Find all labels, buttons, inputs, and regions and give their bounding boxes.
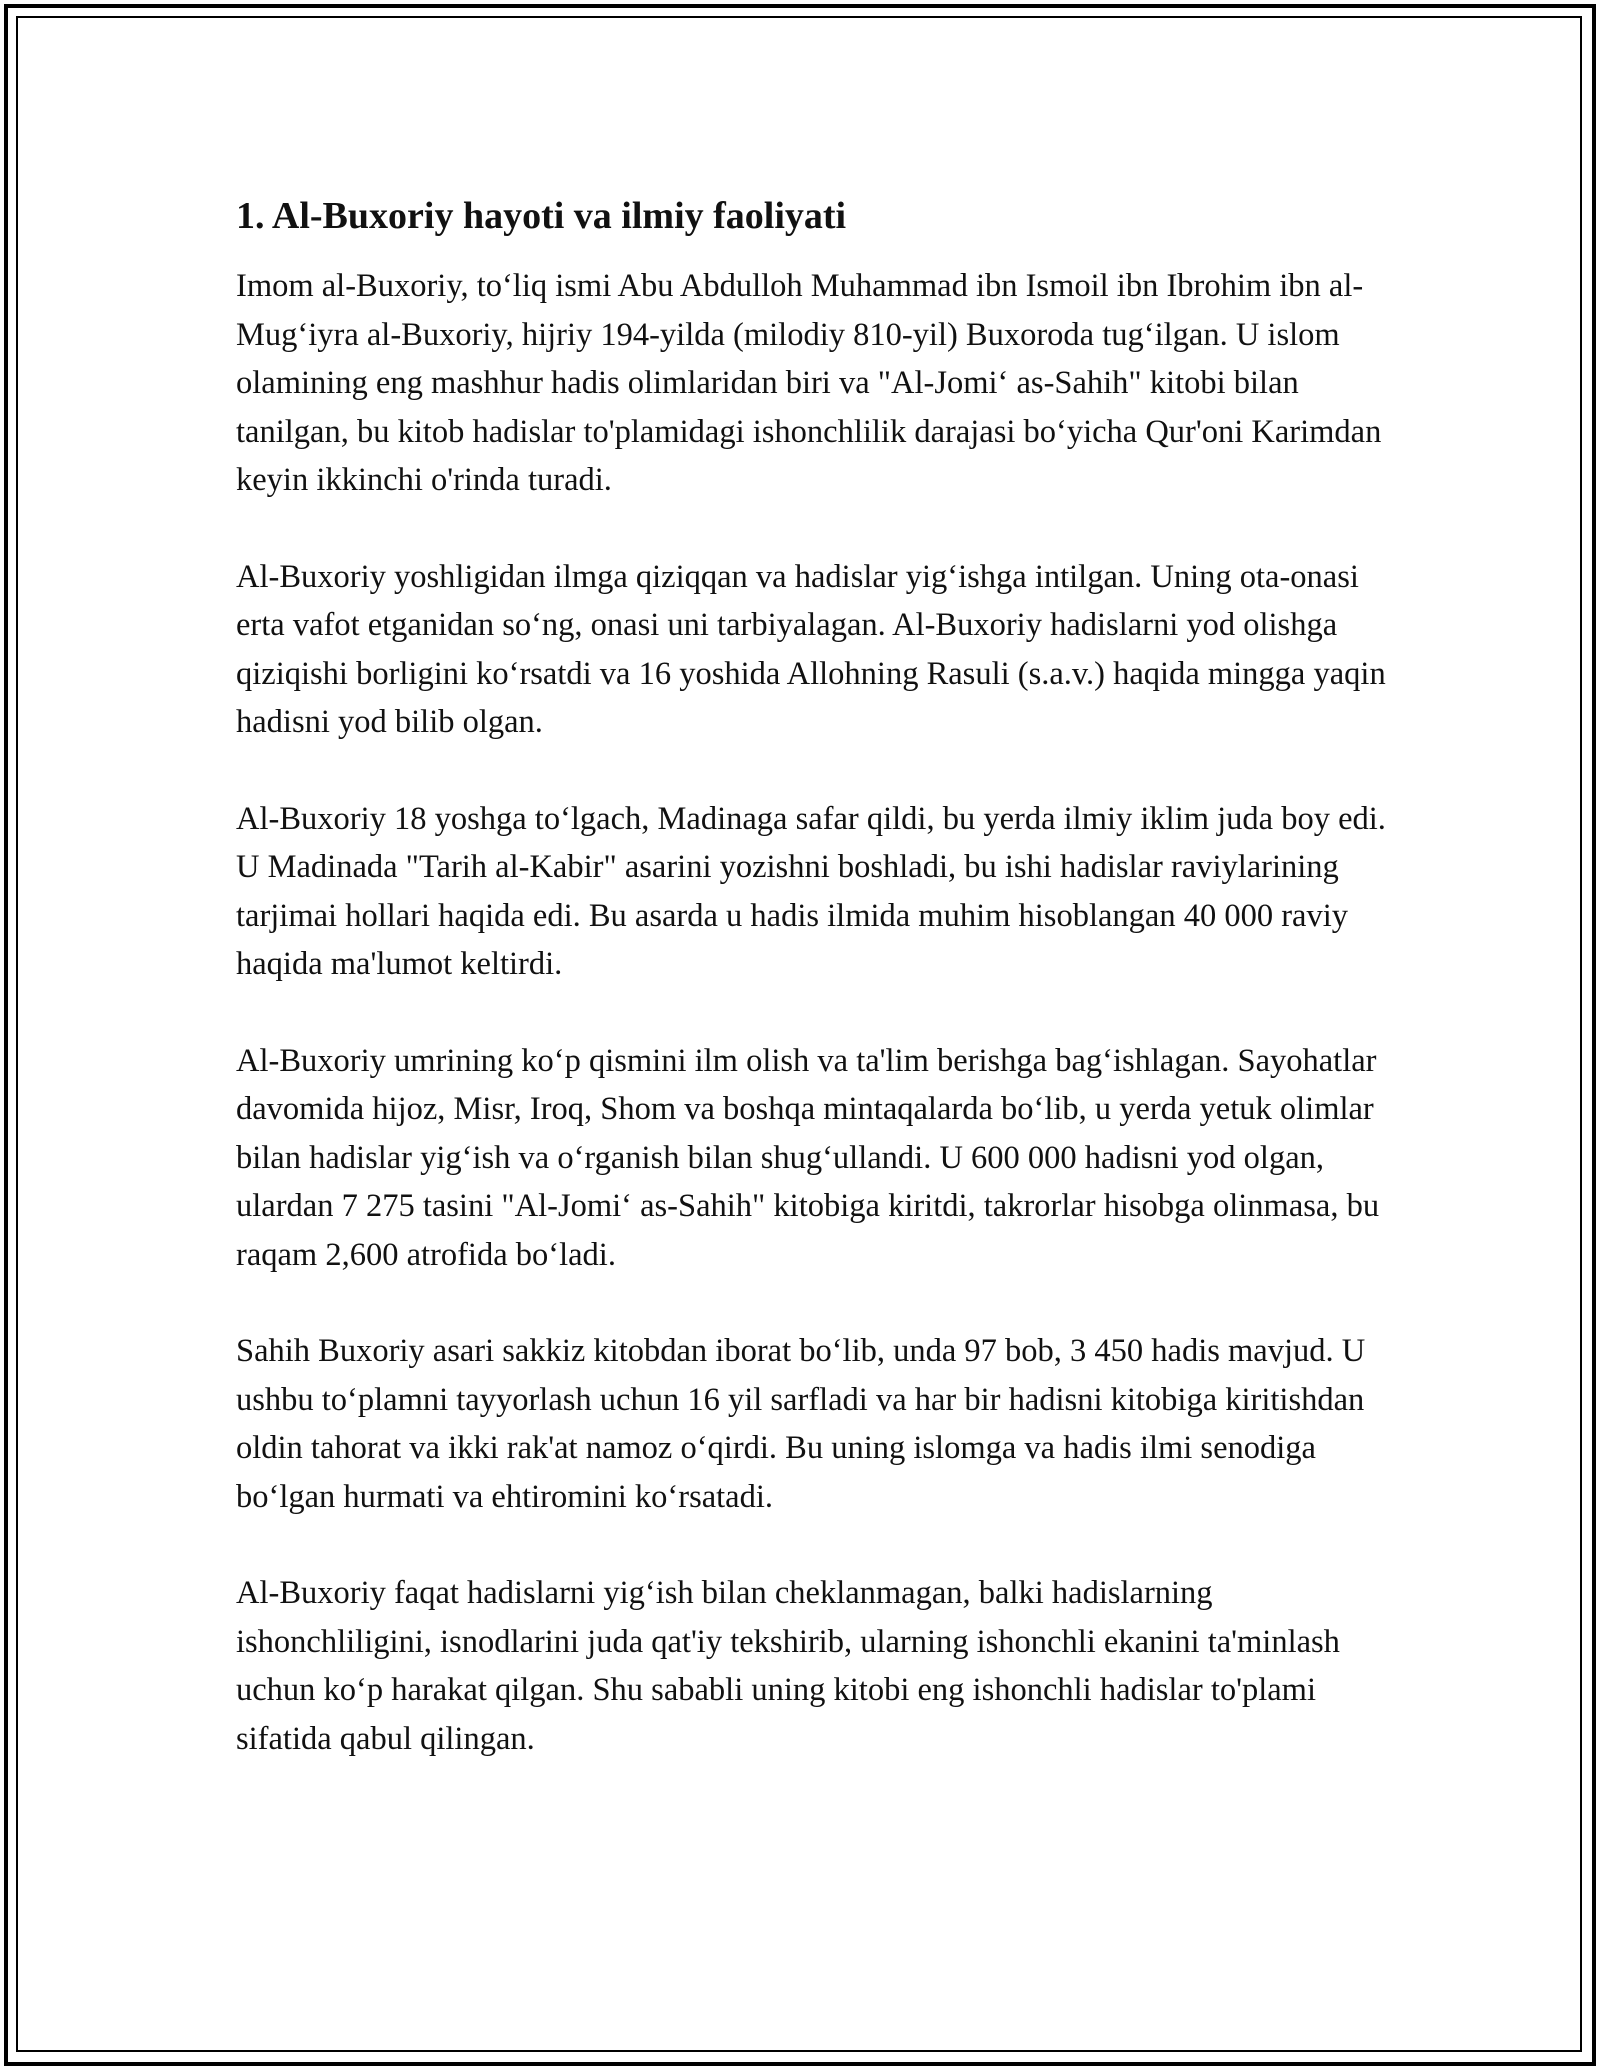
paragraph-5: Sahih Buxoriy asari sakkiz kitobdan iborat bo‘lib, unda 97 bob, 3 450 hadis mavjud. U ushbu to‘plamni tayyorlash uchun 16 yil sarfladi va har bir hadisni kitobiga kiritishdan oldin tahorat va ikki rak'at namoz o‘qirdi. Bu uning islomga va hadis ilmi senodiga bo‘lgan hurmati va ehtiromini ko‘rsatadi. [236, 1333, 1366, 1515]
document-body [236, 188, 1386, 1811]
paragraph-6: Al-Buxoriy faqat hadislarni yig‘ish bilan cheklanmagan, balki hadislarning ishonchliligini, isnodlarini juda qat'iy tekshirib, ularning ishonchli ekanini ta'minlash uchun ko‘p harakat qilgan. Shu sababli uning kitobi eng ishonchli hadislar to'plami sifatida qabul qilingan. [236, 1575, 1340, 1757]
section-heading: 1. Al-Buxoriy hayoti va ilmiy faoliyati [236, 195, 847, 237]
paragraph-2: Al-Buxoriy yoshligidan ilmga qiziqqan va hadislar yig‘ishga intilgan. Uning ota-onasi erta vafot etganidan so‘ng, onasi uni tarbiyalagan. Al-Buxoriy hadislarni yod olishga qiziqishi borligini ko‘rsatdi va 16 yoshida Allohning Rasuli (s.a.v.) haqida mingga yaqin hadisni yod bilib olgan. [236, 558, 1386, 740]
paragraph-3: Al-Buxoriy 18 yoshga to‘lgach, Madinaga safar qildi, bu yerda ilmiy iklim juda boy edi. U Madinada "Tarih al-Kabir" asarini yozishni boshladi, bu ishi hadislar raviylarining tarjimai hollari haqida edi. Bu asarda u hadis ilmida muhim hisoblangan 40 000 raviy haqida ma'lumot keltirdi. [236, 800, 1386, 982]
paragraph-1: Imom al-Buxoriy, to‘liq ismi Abu Abdulloh Muhammad ibn Ismoil ibn Ibrohim ibn al-Mug‘iyra al-Buxoriy, hijriy 194-yilda (milodiy 810-yil) Buxoroda tug‘ilgan. U islom olamining eng mashhur hadis olimlaridan biri va "Al-Jomi‘ as-Sahih" kitobi bilan tanilgan, bu kitob hadislar to'plamidagi ishonchlilik darajasi bo‘yicha Qur'oni Karimdan keyin ikkinchi o'rinda turadi. [236, 268, 1382, 498]
paragraph-4: Al-Buxoriy umrining ko‘p qismini ilm olish va ta'lim berishga bag‘ishlagan. Sayohatlar davomida hijoz, Misr, Iroq, Shom va boshqa mintaqalarda bo‘lib, u yerda yetuk olimlar bilan hadislar yig‘ish va o‘rganish bilan shug‘ullandi. U 600 000 hadisni yod olgan, ulardan 7 275 tasini "Al-Jomi‘ as-Sahih" kitobiga kiritdi, takrorlar hisobga olinmasa, bu raqam 2,600 atrofida bo‘ladi. [236, 1042, 1380, 1273]
